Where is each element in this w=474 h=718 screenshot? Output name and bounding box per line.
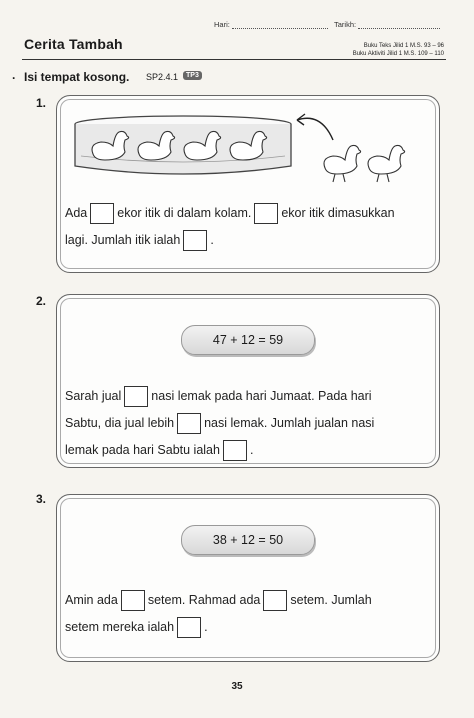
equation-pill-3: 38 + 12 = 50: [181, 525, 315, 555]
hari-blank[interactable]: [232, 20, 328, 29]
question-3-number: 3.: [36, 492, 47, 506]
question-2-text: Sarah jual nasi lemak pada hari Jumaat. Pada hari Sabtu, dia jual lebih nasi lemak. Jumlah jualan nasi lemak pada hari Sabtu ialah .: [65, 383, 435, 464]
answer-box-3a[interactable]: [121, 590, 145, 611]
duck-pond-illustration: [71, 104, 411, 190]
standard-code: SP2.4.1: [146, 72, 179, 82]
book-references: [353, 42, 444, 58]
tarikh-field: [334, 20, 440, 29]
tp-badge: TP3: [183, 71, 202, 80]
answer-box-2a[interactable]: [124, 386, 148, 407]
question-1-number: 1.: [36, 96, 47, 110]
hari-label: Hari:: [214, 20, 230, 29]
page-number: 35: [231, 681, 243, 692]
question-3-text: Amin ada setem. Rahmad ada setem. Jumlah setem mereka ialah .: [65, 587, 435, 641]
equation-pill-2: 47 + 12 = 59: [181, 325, 315, 355]
question-1-text: Ada ekor itik di dalam kolam. ekor itik dimasukkan lagi. Jumlah itik ialah .: [65, 200, 435, 254]
duck-icon: [324, 146, 361, 183]
answer-box-1c[interactable]: [183, 230, 207, 251]
answer-box-3c[interactable]: [177, 617, 201, 638]
hari-field: [214, 20, 328, 29]
bullet-icon: ·: [12, 71, 16, 85]
section-title: Cerita Tambah: [24, 36, 123, 52]
curved-arrow-icon: [297, 118, 333, 140]
tarikh-blank[interactable]: [358, 20, 440, 29]
instruction: Isi tempat kosong.: [24, 70, 130, 84]
tarikh-label: Tarikh:: [334, 20, 357, 29]
answer-box-2c[interactable]: [223, 440, 247, 461]
activity-book-ref: Buku Aktiviti Jilid 1 M.S. 109 – 110: [352, 51, 444, 57]
answer-box-2b[interactable]: [177, 413, 201, 434]
title-divider: [22, 59, 446, 60]
question-1-panel: [56, 95, 440, 273]
question-2-panel: [56, 294, 440, 468]
answer-box-3b[interactable]: [263, 590, 287, 611]
answer-box-1b[interactable]: [254, 203, 278, 224]
question-2-number: 2.: [36, 294, 47, 308]
question-3-panel: [56, 494, 440, 662]
textbook-ref: Buku Teks Jilid 1 M.S. 93 – 96: [363, 43, 444, 49]
answer-box-1a[interactable]: [90, 203, 114, 224]
duck-icon: [368, 146, 405, 183]
